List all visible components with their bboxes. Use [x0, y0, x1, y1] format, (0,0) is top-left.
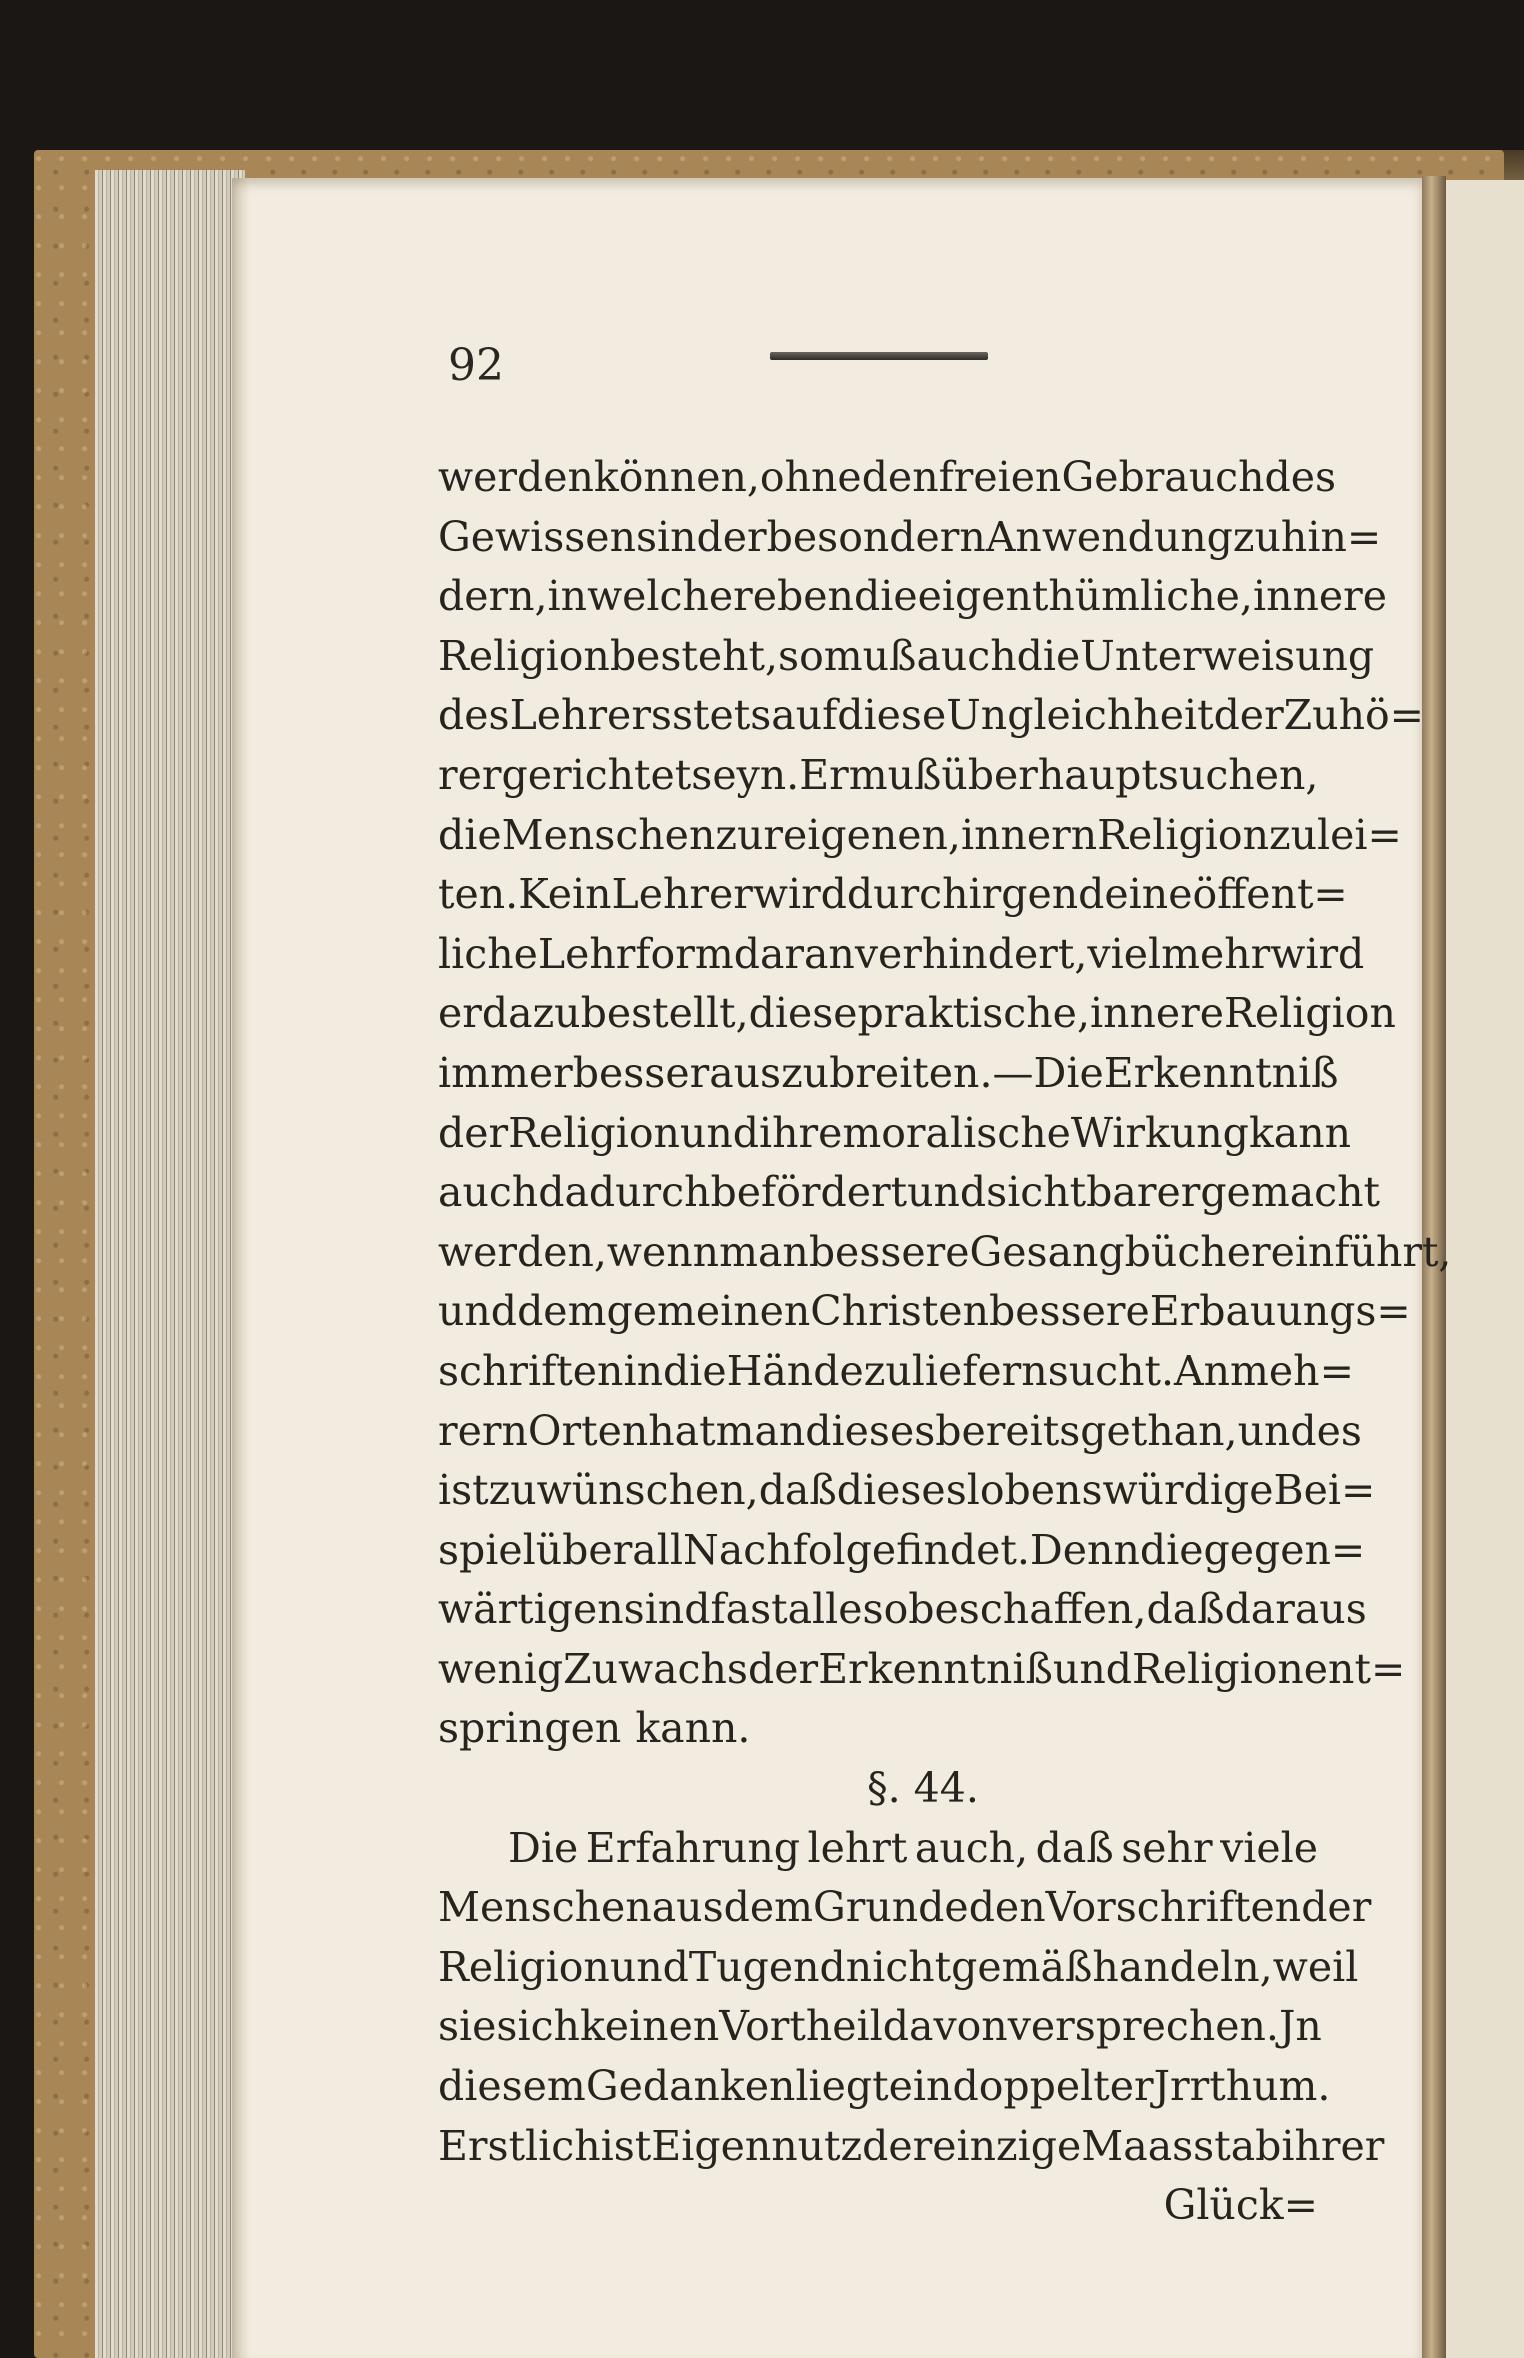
text-line: werden können, ohne den freien Gebrauch des: [438, 453, 1337, 501]
page-number: 92: [448, 340, 504, 391]
text-line: werden, wenn man bessere Gesangbücher einführt,: [438, 1227, 1452, 1276]
text-line: die Menschen zur eigenen, innern Religion zu lei=: [438, 810, 1402, 859]
text-line: wärtigen sind fast alle so beschaffen, daß daraus: [438, 1585, 1367, 1634]
text-line: immer besser auszubreiten. — Die Erkenntniß: [438, 1048, 1339, 1097]
text-line: dern, in welcher eben die eigenthümliche, innere: [438, 572, 1388, 621]
section-heading: §. 44.: [867, 1764, 979, 1813]
text-line: ten. Kein Lehrer wird durch irgend eine öffent=: [438, 870, 1348, 919]
text-line: und dem gemeinen Christen bessere Erbauungs=: [438, 1287, 1411, 1336]
text-line: er dazu bestellt, diese praktische, innere Religion: [438, 989, 1396, 1038]
text-line: der Religion und ihre moralische Wirkung kann: [438, 1108, 1352, 1157]
text-line: Die Erfahrung lehrt auch, daß sehr viele: [508, 1823, 1318, 1872]
text-line: spiel überall Nachfolge findet. Denn die gegen=: [438, 1525, 1366, 1574]
catchword: Glück=: [1163, 2181, 1318, 2230]
header-rule: [770, 352, 988, 360]
text-line: auch dadurch befördert und sichtbarer gemacht: [438, 1168, 1380, 1217]
paragraph-2: [438, 1819, 1385, 2177]
text-line: Menschen aus dem Grunde den Vorschriften der: [438, 1883, 1372, 1932]
text-line: liche Lehrform daran verhindert, vielmehr wird: [438, 929, 1365, 978]
page-text: [438, 448, 1452, 2236]
text-line: rern Orten hat man dieses bereits gethan, und es: [438, 1406, 1362, 1455]
text-line: wenig Zuwachs der Erkenntniß und Religion ent=: [438, 1644, 1406, 1693]
text-line: Gewissens in der besondern Anwendung zu hin=: [438, 512, 1382, 561]
text-line: springen kann.: [438, 1704, 751, 1753]
text-line: Erstlich ist Eigennutz der einzige Maasstab ihrer: [438, 2121, 1385, 2170]
catchword-line: [438, 2176, 1318, 2236]
text-line: diesem Gedanken liegt ein doppelter Jrrthum.: [438, 2062, 1331, 2111]
text-line: des Lehrers stets auf diese Ungleichheit der Zuhö=: [438, 691, 1425, 740]
facing-page-edge: [1446, 180, 1524, 2358]
text-line: Religion und Tugend nicht gemäß handeln, weil: [438, 1942, 1359, 1991]
text-line: rer gerichtet seyn. Er muß überhaupt suchen,: [438, 750, 1319, 799]
text-line: ist zu wünschen, daß dieses lobenswürdige Bei=: [438, 1466, 1376, 1515]
stacked-page-edges: [95, 170, 245, 2358]
text-line: Religion besteht, so muß auch die Unterweisung: [438, 631, 1375, 680]
text-line: sie sich keinen Vortheil davon versprechen. Jn: [438, 2002, 1322, 2051]
paragraph-1: [438, 448, 1452, 1759]
text-line: schriften in die Hände zu liefern sucht. An meh=: [438, 1346, 1354, 1395]
